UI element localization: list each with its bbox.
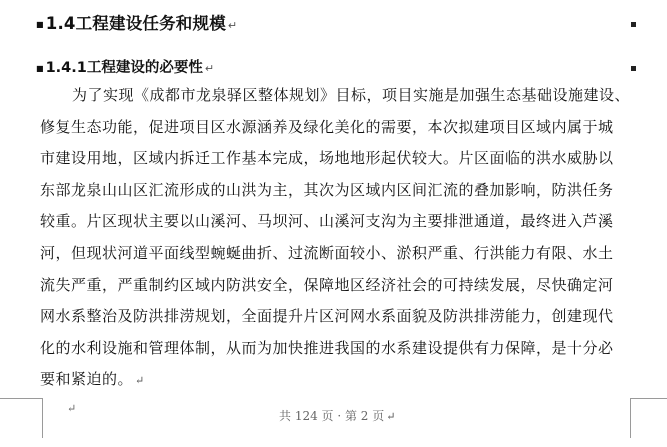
- subsection-number: 1.4.1: [45, 60, 87, 76]
- page-corner-rule: [630, 398, 667, 399]
- paragraph-line-last: [40, 369, 145, 389]
- paragraph-line: 修复生态功能，促进项目区水源涵养及绿化美化的需要，本次拟建项目区域内属于城: [40, 118, 614, 136]
- page-number-info: 共 124 页 · 第 2 页: [279, 409, 385, 423]
- margin-marker-icon: [631, 22, 636, 27]
- paragraph-mark-icon: ↵: [135, 374, 145, 387]
- paragraph-line: 网水系整治及防洪排涝规划，全面提升片区河网水系面貌及防洪排涝能力，创建现代: [40, 307, 614, 325]
- paragraph-mark-icon: ↵: [67, 402, 77, 415]
- paragraph-line: 流失严重，严重制约区域内防洪安全，保障地区经济社会的可持续发展，尽快确定河: [40, 276, 614, 294]
- page-corner-rule: [0, 398, 42, 399]
- paragraph-mark-icon: ↵: [227, 19, 238, 32]
- paragraph-line: 市建设用地，区域内拆迁工作基本完成，场地地形起伏较大。片区面临的洪水威胁以: [40, 149, 614, 167]
- subsection-title: 工程建设的必要性: [86, 60, 203, 76]
- paragraph-line: 为了实现《成都市龙泉驿区整体规划》目标，项目实施是加强生态基础设施建设、: [72, 86, 631, 104]
- section-number: 1.4: [45, 14, 76, 33]
- list-bullet-icon: ■: [36, 20, 44, 29]
- paragraph-line: 化的水利设施和管理体制，从而为加快推进我国的水系建设提供有力保障，是十分必: [40, 339, 614, 357]
- paragraph-line: 较重。片区现状主要以山溪河、马坝河、山溪河支沟为主要排泄通道，最终进入芦溪: [40, 212, 614, 230]
- margin-marker-icon: [631, 66, 636, 71]
- section-heading: [36, 10, 237, 34]
- list-bullet-icon: ■: [36, 63, 44, 73]
- paragraph-mark-icon: ↵: [204, 62, 215, 75]
- paragraph-mark-icon: ↵: [386, 410, 396, 423]
- section-title: 工程建设任务和规模: [75, 14, 226, 33]
- paragraph-line-text: 要和紧迫的。: [40, 370, 134, 388]
- page-corner-rule: [630, 398, 631, 438]
- page-corner-rule: [42, 398, 43, 438]
- subsection-heading: [36, 56, 214, 77]
- paragraph-line: 河，但现状河道平面线型蜿蜒曲折、过流断面较小、淤积严重、行洪能力有限、水土: [40, 244, 614, 262]
- page-footer: [279, 407, 395, 424]
- paragraph-line: 东部龙泉山山区汇流形成的山洪为主，其次为区域内区间汇流的叠加影响，防洪任务: [40, 181, 614, 199]
